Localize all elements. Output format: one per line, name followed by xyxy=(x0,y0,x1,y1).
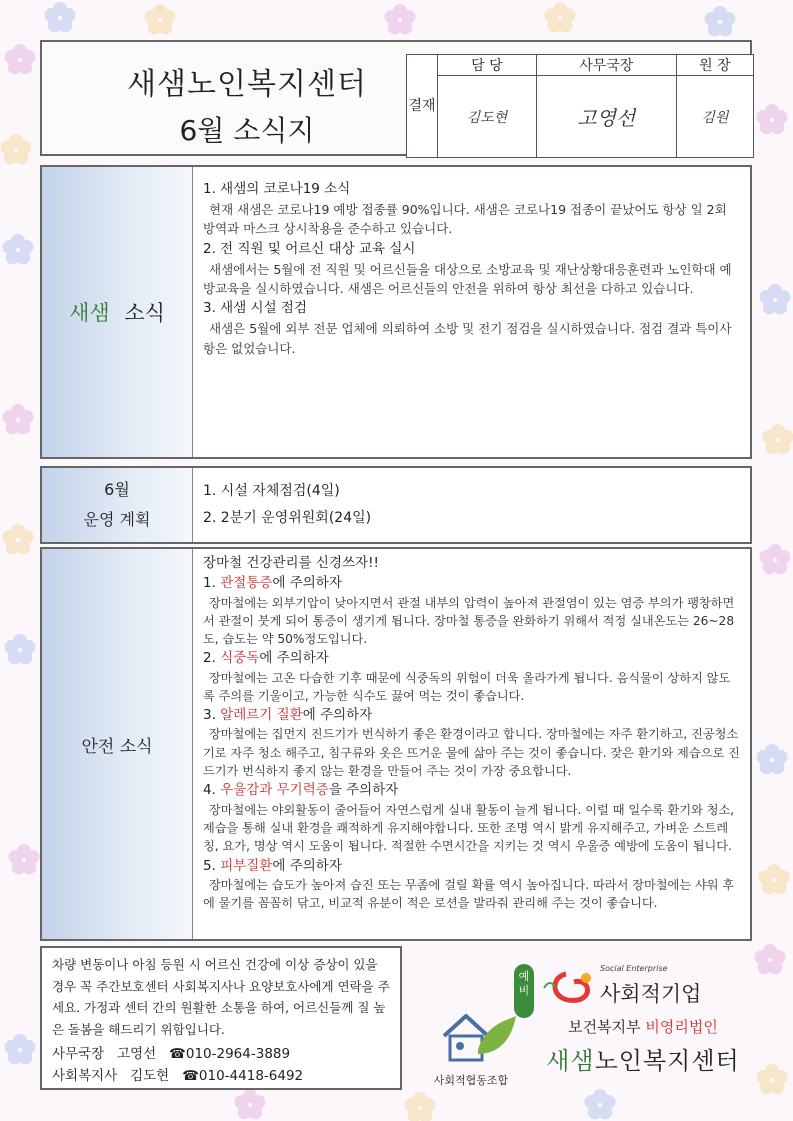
news-label-accent: 새샘 xyxy=(69,301,110,325)
safety-item-highlight: 알레르기 질환 xyxy=(220,707,303,724)
center-name xyxy=(528,1041,758,1076)
coop-label: 사회적협동조합 xyxy=(433,1074,509,1087)
plan-section-label xyxy=(42,468,193,542)
news-body xyxy=(193,167,750,457)
social-en-label: Social Enterprise xyxy=(600,964,668,973)
safety-label: 안전 소식 xyxy=(81,736,153,757)
safety-item-title: 1. 관절통증에 주의하자 xyxy=(203,575,342,592)
approver-role: 사무국장 xyxy=(536,55,676,76)
contact-phone[interactable]: ☎010-2964-3889 xyxy=(169,1046,291,1062)
plan-item: 2. 2분기 운영위원회(24일) xyxy=(203,509,372,526)
safety-item-highlight: 피부질환 xyxy=(220,857,273,874)
safety-item-text: 장마철에는 습도가 높아져 습진 또는 무좀에 걸릴 확률 역시 높아집니다. 따라서 장마철에는 샤워 후에 물기를 꼼꼼히 닦고, 비교적 유분이 적은 로션을 발라줘 관리해 주는 것이 좋습니다. xyxy=(203,877,735,911)
contact-name: 김도현 xyxy=(130,1067,170,1084)
news-section-label xyxy=(42,167,193,457)
approver-role: 원 장 xyxy=(676,55,753,76)
center-name-accent: 새샘 xyxy=(546,1047,595,1075)
social-enterprise-logo xyxy=(508,960,748,1024)
safety-item-highlight: 우울감과 무기력증 xyxy=(220,782,329,799)
contact-name: 고영선 xyxy=(117,1046,157,1062)
center-name-text: 노인복지센터 xyxy=(594,1047,740,1075)
safety-item-title: 2. 식중독에 주의하자 xyxy=(203,650,329,667)
safety-heading: 장마철 건강관리를 신경쓰자!! xyxy=(203,555,379,571)
contact-line xyxy=(52,1044,392,1066)
sponsor-line xyxy=(538,1016,748,1037)
safety-item-text: 장마철에는 외부기압이 낮아지면서 관절 내부의 압력이 높아져 관절염이 있는 염증 부의가 팽창하면서 관절이 붓게 되어 통증이 생기게 됩니다. 장마철 통증을 완화하기 위해서 적정 실내온도는 26~28도, 습도는 약 50%정도입니다. xyxy=(203,595,735,647)
safety-item-highlight: 식중독 xyxy=(220,650,260,667)
plan-item: 1. 시설 자체점검(4일) xyxy=(203,483,340,499)
sponsor-type: 비영리법인 xyxy=(645,1018,718,1036)
safety-item-text: 장마철에는 집먼지 진드기가 번식하기 좋은 환경이라고 합니다. 장마철에는 자주 환기하고, 진공청소기로 자주 청소 해주고, 침구류와 옷은 뜨거운 물에 삶아 주는 것이 좋습니다. 잦은 환기와 제습으로 진드기가 번식하지 좋지 않는 환경을 만들어 주는 것이 가장 중요합니다. xyxy=(203,727,740,779)
house-leaf-icon xyxy=(416,1002,526,1068)
safety-item-text: 장마철에는 야외활동이 줄어들어 자연스럽게 실내 활동이 늘게 됩니다. 이럴 때 일수록 환기와 청소, 제습을 통해 실내 환경을 쾌적하게 유지해야합니다. 또한 조명 역시 밝게 유지해주고, 가벼운 스트레칭, 요가, 명상 역시 도움이 됩니다. 적절한 수면시간을 지키는 것 역시 우울증 예방에 도움이 됩니다. xyxy=(203,802,735,854)
contact-line xyxy=(52,1066,392,1088)
social-label: 사회적기업 xyxy=(600,982,702,1006)
news-section xyxy=(40,165,752,459)
safety-section xyxy=(40,547,752,941)
approval-box xyxy=(406,54,754,158)
notice-text: 차량 변동이나 아침 등원 시 어르신 건강에 이상 증상이 있을 경우 꼭 주간보호센터 사회복지사나 요양보호사에게 연락을 주세요. 가정과 센터 간의 원활한 소통을 하여, 어르신들께 질 높은 돌봄을 해드리기 위함입니다. xyxy=(52,957,390,1037)
newsletter-page xyxy=(40,40,752,1093)
news-item-text: 현재 새샘은 코로나19 예방 접종률 90%입니다. 새샘은 코로나19 접종이 끝났어도 항상 일 2회 방역과 마스크 상시착용을 준수하고 있습니다. xyxy=(203,201,727,237)
safety-body xyxy=(193,549,750,939)
safety-item-title: 4. 우울감과 무기력증을 주의하자 xyxy=(203,782,399,799)
safety-item-title: 3. 알레르기 질환에 주의하자 xyxy=(203,707,373,724)
news-item-title: 2. 전 직원 및 어르신 대상 교육 실시 xyxy=(203,240,416,257)
plan-body xyxy=(193,468,750,542)
newsletter-header xyxy=(40,40,752,156)
social-badge: 예비 xyxy=(518,970,530,998)
news-item-text: 새샘에서는 5월에 전 직원 및 어르신들을 대상으로 소방교육 및 재난상황대응훈련과 노인학대 예방교육을 실시하였습니다. 새샘은 어르신들의 안전을 위하여 항상 최선을 다하고 있습니다. xyxy=(203,261,732,296)
safety-item-text: 장마철에는 고온 다습한 기후 때문에 식중독의 위험이 더욱 올라가게 됩니다. 음식물이 상하지 않도록 주의를 기울이고, 가능한 식수도 끓여 먹는 것이 좋습니다. xyxy=(203,670,731,703)
contact-role: 사무국장 xyxy=(52,1046,105,1062)
plan-label-month: 6월 xyxy=(104,479,130,499)
approver-role: 담 당 xyxy=(438,55,537,76)
news-item-title: 3. 새샘 시설 점검 xyxy=(203,300,307,317)
signature: 고영선 xyxy=(536,76,676,158)
newsletter-title: 6월 소식지 xyxy=(179,114,315,147)
news-item-text: 새샘은 5월에 외부 전문 업체에 의뢰하여 소방 및 전기 점검을 실시하였습니다. 점검 결과 특이사항은 없었습니다. xyxy=(203,321,732,356)
signature: 김원 xyxy=(676,76,753,158)
contact-box xyxy=(40,946,402,1090)
plan-label-text: 운영 계획 xyxy=(83,510,151,529)
coop-logo xyxy=(416,1002,526,1090)
contact-phone[interactable]: ☎010-4418-6492 xyxy=(182,1067,304,1084)
plan-section xyxy=(40,466,752,544)
safety-item-highlight: 관절통증 xyxy=(220,575,273,592)
safety-item-title: 5. 피부질환에 주의하자 xyxy=(203,857,342,874)
org-name: 새샘노인복지센터 xyxy=(127,67,367,102)
signature: 김도현 xyxy=(438,76,537,158)
approval-label: 결재 xyxy=(407,55,438,158)
news-label-text: 소식 xyxy=(124,301,165,325)
sponsor-ministry: 보건복지부 xyxy=(568,1018,641,1036)
safety-section-label xyxy=(42,549,193,939)
news-item-title: 1. 새샘의 코로나19 소식 xyxy=(203,181,351,197)
contact-role: 사회복지사 xyxy=(52,1067,118,1084)
